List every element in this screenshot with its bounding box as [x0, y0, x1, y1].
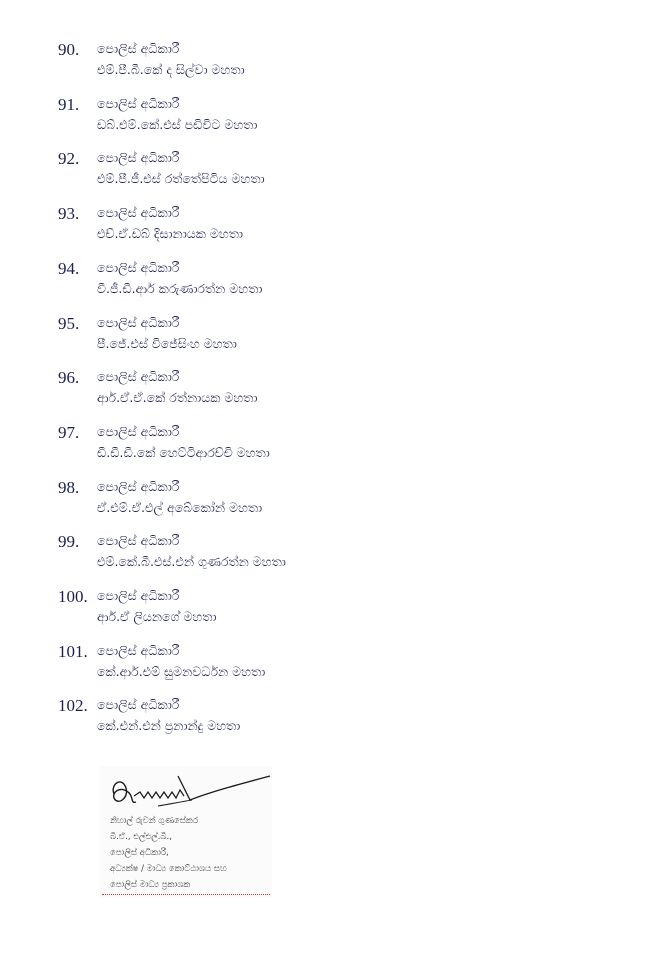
entry-officer-name: ආර්.ඒ ලියනගේ මහතා [97, 609, 217, 624]
entry-officer-name: කේ.එන්.එන් ප්‍රනාන්දු මහතා [97, 718, 241, 734]
list-item [0, 149, 672, 193]
entry-number: 100. [58, 587, 88, 606]
list-item [0, 368, 672, 412]
entry-rank: පොලිස් අධිකාරී [97, 95, 180, 111]
entry-rank: පොලිස් අධිකාරී [97, 369, 180, 385]
entry-officer-name: ඩබ්.එම්.කේ.එස් පඩිවිට මහතා [97, 116, 258, 132]
entry-rank: පොලිස් අධිකාරී [97, 41, 180, 56]
entry-rank: පොලිස් අධිකාරී [97, 150, 180, 166]
list-item [0, 696, 672, 740]
handwritten-signature [100, 766, 272, 814]
signature-block [100, 766, 272, 898]
entry-officer-name: වී.ජී.ඩී.ආර් කරුණාරත්න මහතා [97, 280, 263, 296]
entry-number: 93. [58, 204, 80, 224]
list-item [0, 259, 672, 303]
entry-officer-name: ඩී.ඩී.ඩී.කේ හෙට්ටිආරච්චි මහතා [97, 444, 270, 460]
signatory-role: පොලිස් මාධ්‍ය ප්‍රකාශක [110, 880, 191, 890]
entry-rank: පොලිස් අධිකාරී [97, 423, 180, 439]
entry-rank: පොලිස් අධිකාරී [97, 205, 180, 221]
list-item [0, 95, 672, 139]
list-item [0, 532, 672, 576]
entry-rank: පොලිස් අධිකාරී [97, 533, 180, 549]
entry-officer-name: ඒ.එම්.ඒ.එල් අබේකෝන් මහතා [97, 499, 263, 515]
entry-number: 99. [58, 532, 80, 552]
entry-rank: පොලිස් අධිකාරී [97, 697, 180, 713]
entry-number: 92. [58, 149, 80, 169]
entry-number: 91. [58, 94, 80, 114]
entry-number: 98. [58, 477, 80, 497]
entry-officer-name: එම්.පී.බී.කේ ද සිල්වා මහතා [97, 62, 245, 77]
entry-officer-name: ආර්.ඒ.ඒ.කේ රත්නායක මහතා [97, 390, 258, 406]
list-item [0, 40, 672, 84]
entry-rank: පොලිස් අධිකාරී [97, 642, 180, 658]
list-item [0, 204, 672, 248]
list-item [0, 587, 672, 631]
dotted-divider [102, 894, 270, 895]
entry-number: 96. [58, 368, 80, 388]
entry-number: 101. [58, 641, 88, 661]
list-item [0, 314, 672, 358]
entry-number: 95. [58, 313, 80, 333]
entry-rank: පොලිස් අධිකාරී [97, 588, 180, 603]
signatory-name: නිහාල් රුවන් ගුණසේකර [110, 816, 198, 826]
entry-number: 90. [58, 40, 80, 59]
entry-officer-name: කේ.ආර්.එම් සුමනවර්ධන මහතා [97, 663, 266, 679]
entry-officer-name: පී.ජේ.එස් විජේසිංහ මහතා [97, 335, 237, 351]
entry-rank: පොලිස් අධිකාරී [97, 478, 180, 494]
entry-officer-name: එම්.කේ.බී.එස්.එන් ගුණරත්න මහතා [97, 554, 286, 570]
signatory-degree: බී.ඒ., එල්එල්.බී., [110, 832, 172, 842]
signatory-title: පොලිස් අධිකාරී, [110, 848, 169, 858]
list-item [0, 642, 672, 686]
entry-rank: පොලිස් අධිකාරී [97, 314, 180, 330]
entry-rank: පොලිස් අධිකාරී [97, 259, 180, 275]
list-item [0, 423, 672, 467]
signatory-office: අධ්‍යක්ෂ / මාධ්‍ය කොට්ඨාශය සහ [110, 864, 227, 874]
entry-number: 97. [58, 422, 80, 442]
entry-number: 102. [58, 696, 88, 716]
entry-officer-name: එච්.ඒ.ඩබ් දිසානායක මහතා [97, 226, 244, 242]
list-item [0, 478, 672, 522]
entry-officer-name: එම්.පී.ජී.එස් රත්තේපිටිය මහතා [97, 171, 265, 187]
entry-number: 94. [58, 258, 80, 278]
